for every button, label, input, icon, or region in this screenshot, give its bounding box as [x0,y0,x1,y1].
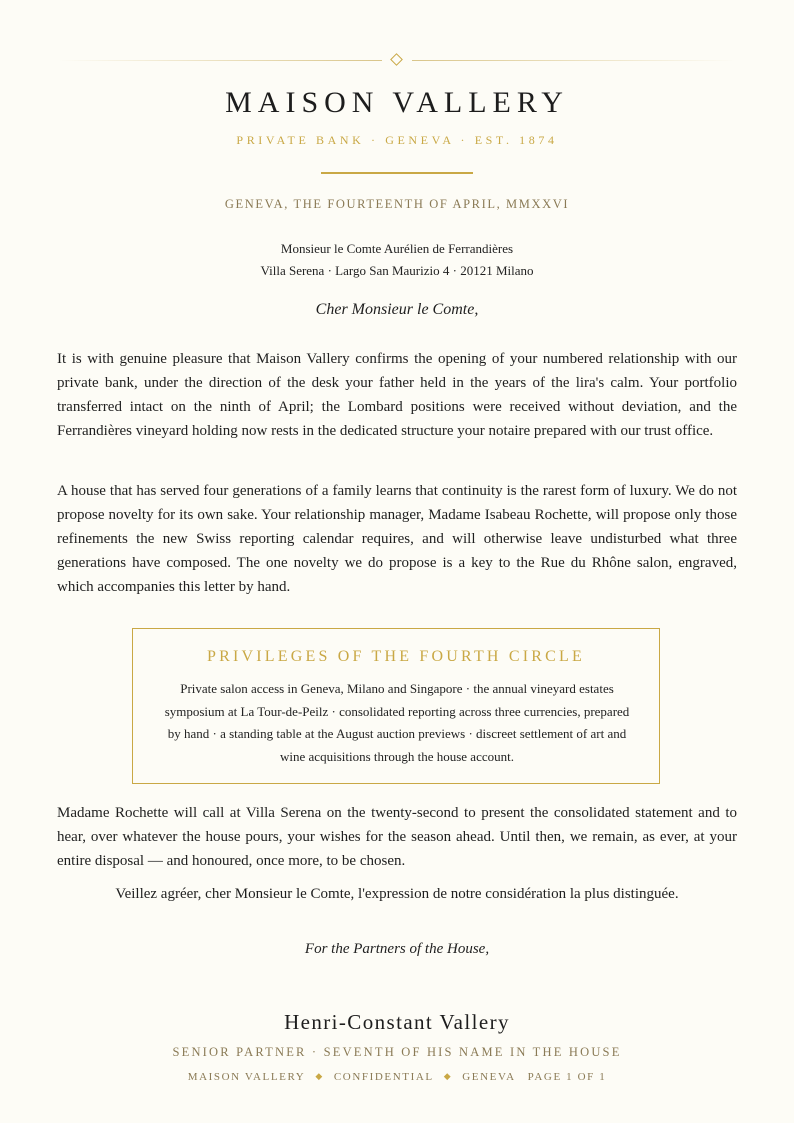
body-paragraph-2: A house that has served four generations of a family learns that continuity is the rarest form of luxury. We do not propose novelty for its own sake. Your relationship manager, Madame Isabeau Rochette, will propose only those refinements the new Swiss reporting calendar requires, and will otherwise leave undisturbed what three generations have composed. The one novelty we do propose is a key to the Rue du Rhône salon, engraved, which accompanies this letter by hand. [57,483,737,595]
gold-divider [321,172,473,174]
addressee-block [0,238,794,282]
footer-page-number: PAGE 1 OF 1 [527,1071,607,1083]
page-footer [0,1071,794,1083]
privileges-title: PRIVILEGES OF THE FOURTH CIRCLE [207,648,585,665]
footer-house: MAISON VALLERY [187,1071,306,1083]
body-paragraph-1: It is with genuine pleasure that Maison Vallery confirms the opening of your numbered relationship with our private bank, under the direction of the desk your father held in the years of the lira's calm. Your portfolio transferred intact on the ninth of April; the Lombard positions were received without deviation, and the Ferrandières vineyard holding now rests in the dedicated structure your notaire prepared with our trust office. [57,351,737,439]
privileges-text: Private salon access in Geneva, Milano and Singapore · the annual vineyard estates symposium at La Tour-de-Peilz · consolidated reporting across three currencies, prepared by hand · a standing table at the August auction previews · discreet settlement of art and wine acquisitions through the house account. [164,681,630,765]
addressee-name: Monsieur le Comte Aurélien de Ferrandières [280,241,514,256]
letterhead-tagline: PRIVATE BANK · GENEVA · EST. 1874 [236,133,558,147]
diamond-icon [390,53,403,66]
footer-classification: CONFIDENTIAL [333,1071,434,1083]
addressee-address: Villa Serena · Largo San Maurizio 4 · 20121 Milano [260,263,534,278]
diamond-icon: ◆ [315,1071,324,1081]
rule-line-left [58,60,382,61]
rule-line-right [412,60,736,61]
footer-city: GENEVA [462,1071,516,1083]
signatory-title: SENIOR PARTNER · SEVENTH OF HIS NAME IN THE HOUSE [172,1045,622,1059]
letterhead-brand: MAISON VALLERY [225,86,569,119]
dateline: GENEVA, THE FOURTEENTH OF APRIL, MMXXVI [224,197,570,211]
closing-formula: Veillez agréer, cher Monsieur le Comte, l'expression de notre considération la plus distinguée. [115,886,679,902]
for-partners-line: For the Partners of the House, [304,941,490,957]
body-paragraph-3: Madame Rochette will call at Villa Serena on the twenty-second to present the consolidated statement and to hear, over whatever the house pours, your wishes for the season ahead. Until then, we remain, as ever, at your entire disposal — and honoured, once more, to be chosen. [57,805,737,869]
privileges-box [132,628,660,784]
signatory-name: Henri-Constant Vallery [284,1010,510,1034]
diamond-icon: ◆ [443,1071,453,1081]
salutation: Cher Monsieur le Comte, [315,301,479,318]
top-ornament-rule [58,60,736,61]
